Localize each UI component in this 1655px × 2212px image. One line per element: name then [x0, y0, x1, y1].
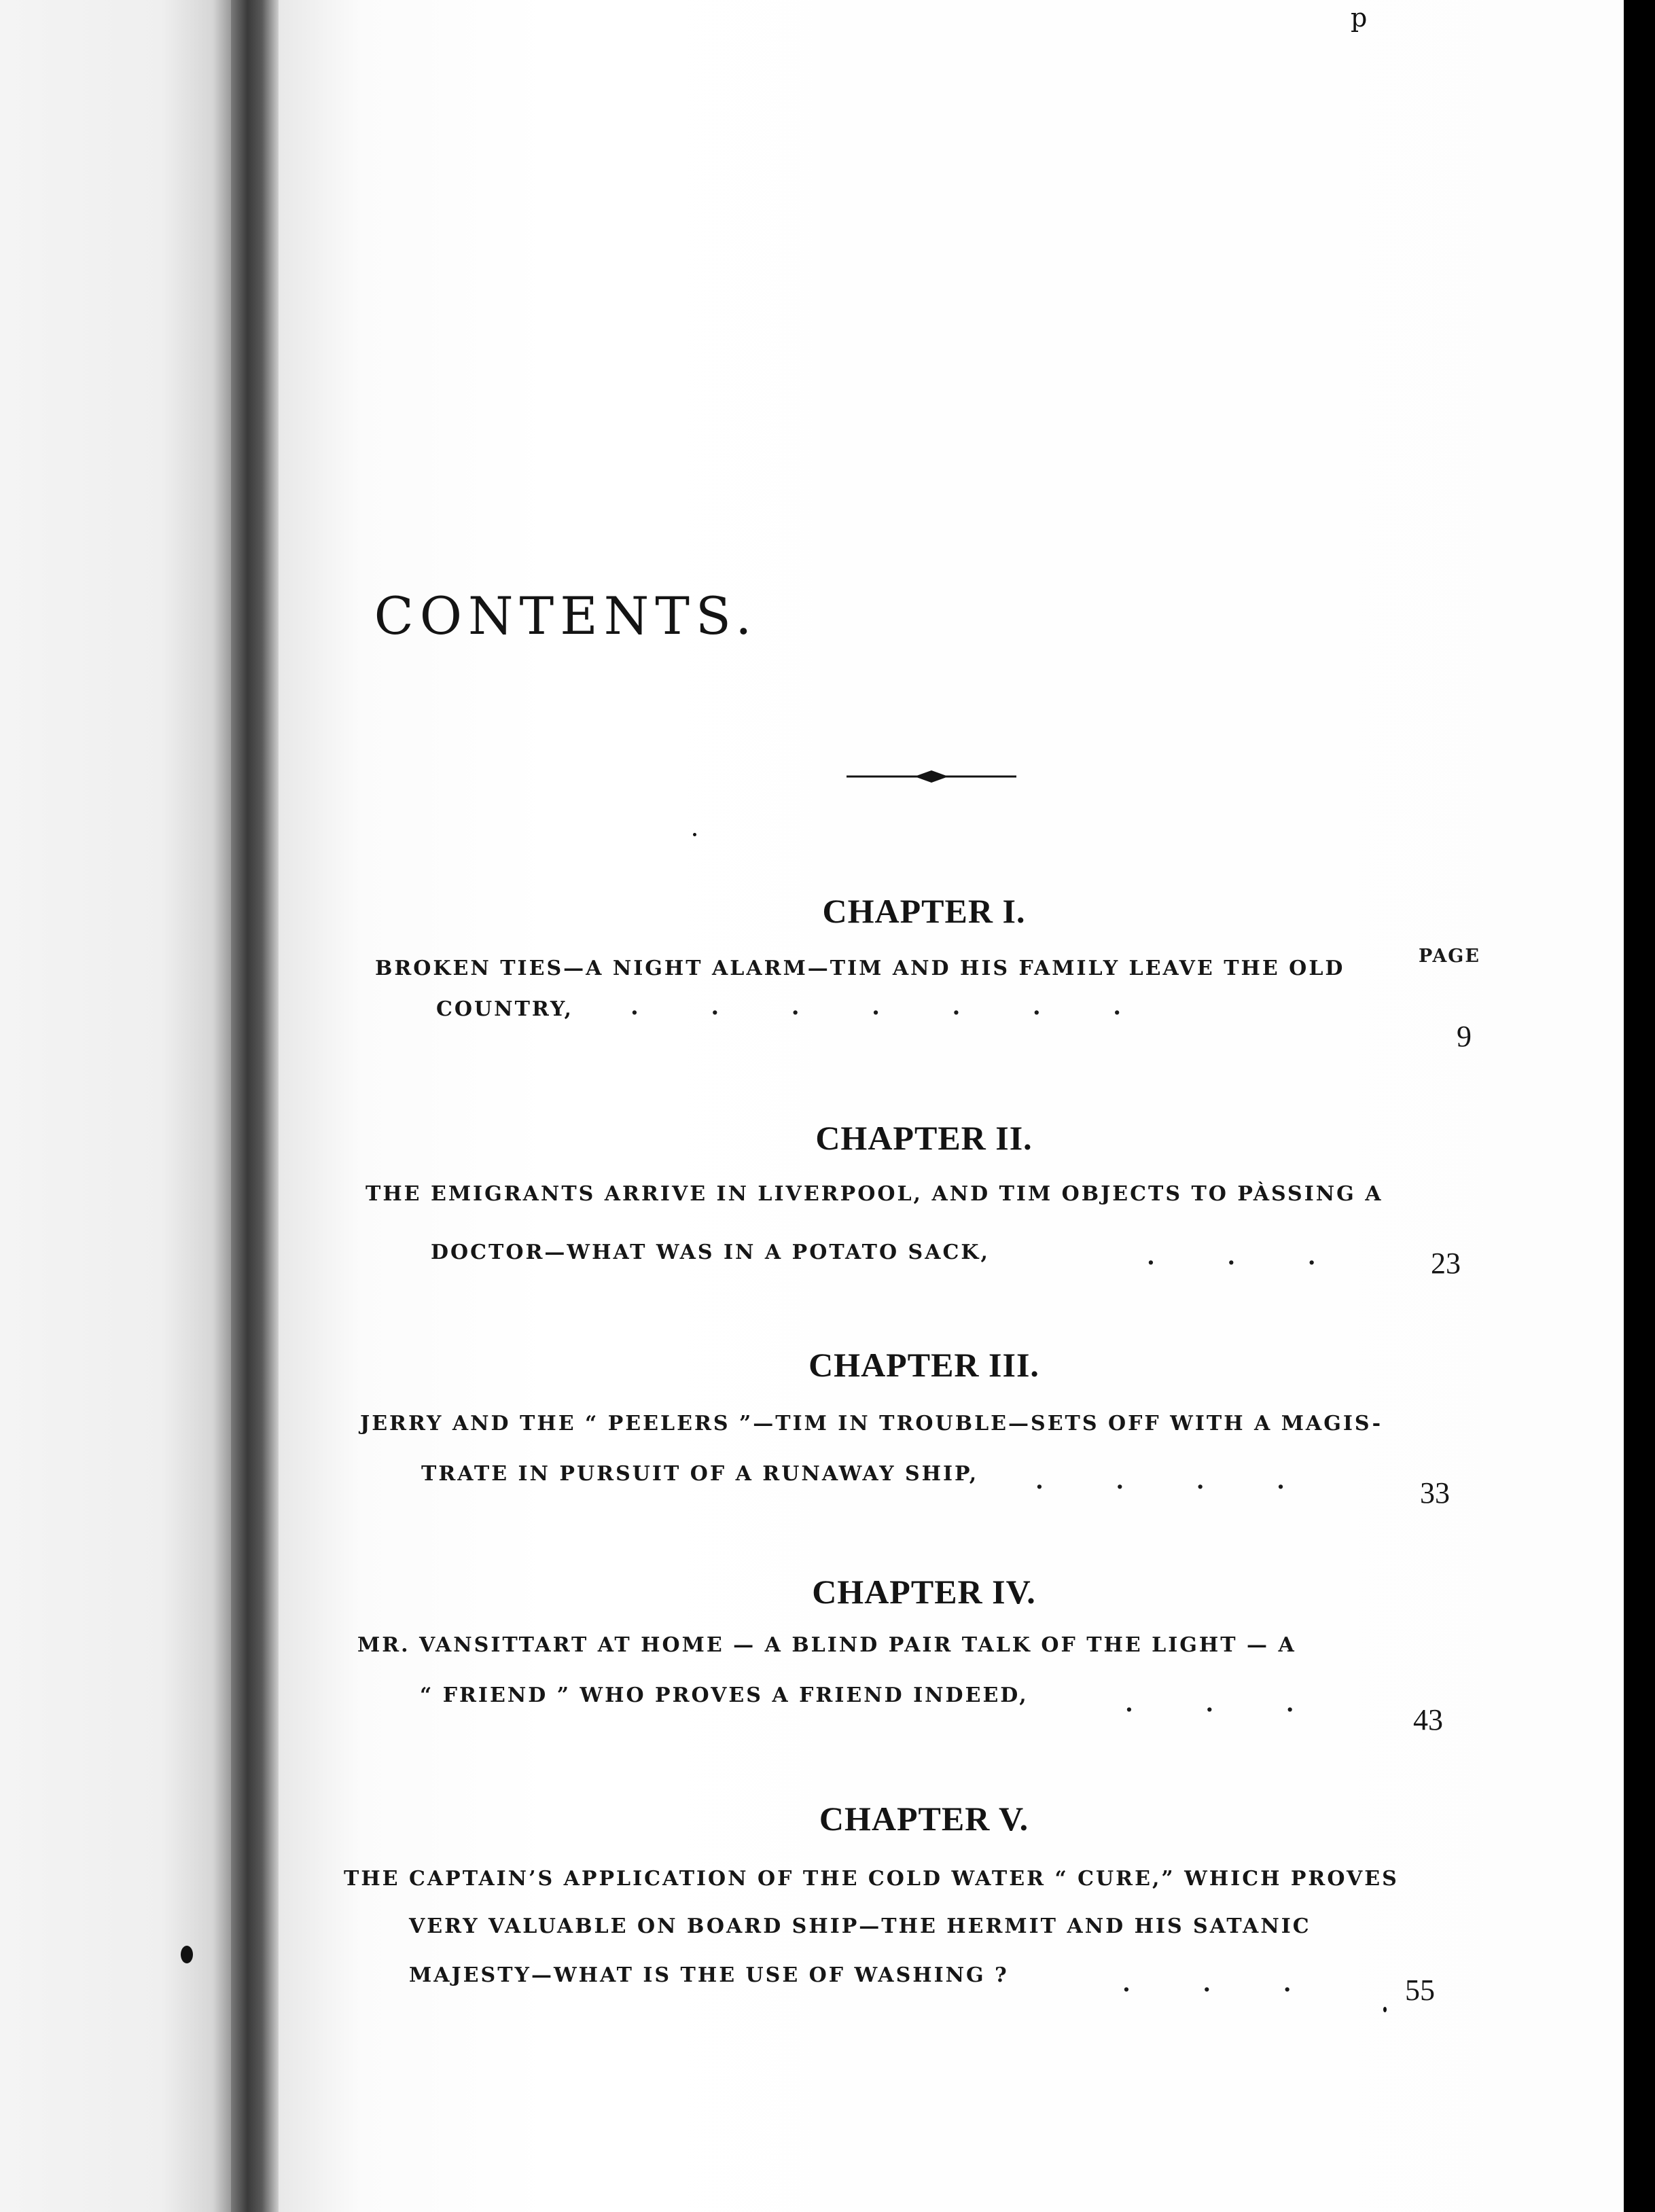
dot-leader: . . . .	[1035, 1467, 1285, 1495]
ink-speck	[693, 833, 696, 836]
chapter-heading: CHAPTER V.	[819, 1800, 1029, 1838]
chapter-description-line: THE EMIGRANTS ARRIVE IN LIVERPOOL, AND TIM OBJECTS TO PÀSSING A	[366, 1182, 1383, 1206]
page-title: CONTENTS.	[374, 586, 758, 646]
chapter-heading: CHAPTER IV.	[812, 1573, 1036, 1611]
chapter-heading: CHAPTER I.	[822, 892, 1026, 930]
page-column-label: PAGE	[1419, 946, 1480, 967]
chapter-heading: CHAPTER II.	[815, 1119, 1033, 1157]
title-rule-ornament	[847, 766, 1016, 787]
chapter-description-line: “ FRIEND ” WHO PROVES A FRIEND INDEED,	[420, 1683, 1029, 1707]
chapter-description-line: JERRY AND THE “ PEELERS ”—TIM IN TROUBLE—SETS OFF WITH A MAGIS-	[360, 1412, 1383, 1435]
chapter-description-line: DOCTOR—WHAT WAS IN A POTATO SACK,	[431, 1241, 990, 1264]
dot-leader: . . . . . . .	[630, 993, 1122, 1020]
corner-mark: p	[1351, 3, 1368, 33]
facing-page-edge	[0, 0, 231, 2212]
chapter-heading: CHAPTER III.	[808, 1346, 1039, 1384]
chapter-description-line: BROKEN TIES—A NIGHT ALARM—TIM AND HIS FAMILY LEAVE THE OLD	[375, 957, 1345, 980]
chapter-description-line: TRATE IN PURSUIT OF A RUNAWAY SHIP,	[421, 1462, 979, 1486]
dot-leader: . . .	[1147, 1243, 1316, 1270]
ink-speck	[181, 1946, 193, 1963]
chapter-description-line: COUNTRY,	[436, 997, 573, 1021]
book-gutter	[231, 0, 279, 2212]
ink-speck	[1383, 2007, 1387, 2012]
page-number: 9	[1457, 1020, 1472, 1053]
chapter-description-line: MAJESTY—WHAT IS THE USE OF WASHING ?	[409, 1963, 1009, 1987]
dot-leader: . . .	[1125, 1690, 1294, 1717]
page-number: 23	[1431, 1247, 1461, 1280]
dot-leader: . . .	[1122, 1970, 1292, 1997]
page-number: 55	[1405, 1974, 1435, 2007]
chapter-description-line: MR. VANSITTART AT HOME — A BLIND PAIR TALK OF THE LIGHT — A	[357, 1633, 1296, 1657]
chapter-description-line: VERY VALUABLE ON BOARD SHIP—THE HERMIT AND HIS SATANIC	[409, 1914, 1311, 1938]
chapter-description-line: THE CAPTAIN’S APPLICATION OF THE COLD WATER “ CURE,” WHICH PROVES	[344, 1867, 1399, 1891]
page-number: 43	[1413, 1703, 1443, 1736]
scan-border	[1624, 0, 1655, 2212]
page-number: 33	[1420, 1476, 1450, 1510]
